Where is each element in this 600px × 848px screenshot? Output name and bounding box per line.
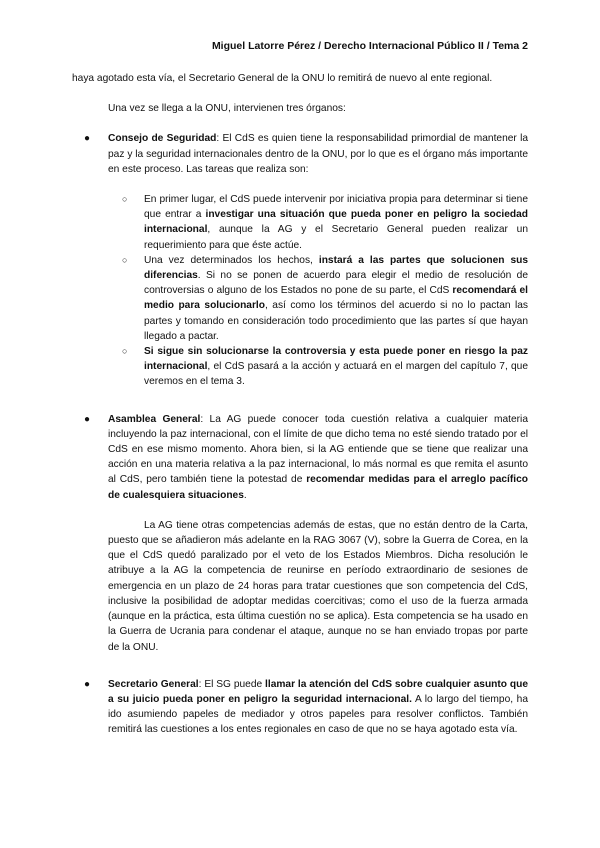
paragraph-continuation: haya agotado esta vía, el Secretario General de la ONU lo remitirá de nuevo al ente regional. — [72, 73, 493, 84]
text-segment: . Si no se ponen de acuerdo para elegir el medio de resolución de controversias o alguno de los Estados no pone de su parte, el CdS — [144, 270, 528, 297]
consejo-item-3 — [72, 344, 528, 390]
section-consejo — [72, 131, 528, 177]
asamblea-extra — [72, 518, 528, 655]
section-secretario — [72, 677, 528, 738]
secretario-title: Secretario General — [108, 678, 199, 690]
asamblea-extra-paragraph: La AG tiene otras competencias además de estas, que no están dentro de la Carta, puesto que se añadieron más adelante en la RAG 3067 (V), sobre la Guerra de Corea, en la que el CdS quedó paralizado por el veto de los Estados Miembros. Dicha resolución le atribuye a la AG la competencia de reunirse en período extraordinario de sesiones de emergencia en un plazo de 24 horas para tratar cuestiones que son competencia del CdS, inclusive la posibilidad de adoptar medidas coercitivas; como el uso de la fuerza armada (aunque en la práctica, esta última cuestión no se aplica). Esta competencia se ha usado en la Guerra de Ucrania para condenar el ataque, aunque no se han enviado tropas por parte de la ONU. — [108, 519, 528, 653]
consejo-title: Consejo de Seguridad — [108, 133, 217, 145]
bold-segment: llamar la atención del CdS sobre cualquier asunto que a su juicio pueda poner en peligro la seguridad internacional. — [108, 678, 528, 705]
text-segment: : El SG puede — [198, 678, 266, 690]
consejo-item-1-text — [144, 192, 528, 253]
paragraph-intro: Una vez se llega a la ONU, intervienen tres órganos: — [108, 103, 346, 115]
bullet-icon: ● — [84, 678, 91, 690]
bold-segment: instará a las partes que solucionen sus diferencias — [144, 254, 528, 282]
text-segment: Una vez determinados los hechos, — [144, 254, 319, 266]
bold-segment: investigar una situación que pueda poner en peligro la sociedad internacional — [144, 209, 528, 236]
bold-segment: recomendará el medio para solucionarlo — [144, 285, 529, 312]
text-segment: En primer lugar, el CdS puede intervenir por iniciativa propia para determinar si tiene que entrar a — [144, 194, 528, 221]
consejo-item-3-text — [144, 344, 528, 390]
page-header: Miguel Latorre Pérez / Derecho Internacional Público II / Tema 2 — [211, 40, 528, 52]
circle-bullet-icon: ○ — [122, 346, 128, 357]
bullet-icon: ● — [84, 413, 91, 425]
consejo-text: : El CdS es quien tiene la responsabilidad primordial de mantener la paz y la seguridad internacionales dentro de la ONU, por lo que es el órgano más importante en este proceso. Las tareas que realiza son: — [108, 133, 528, 175]
text-segment: , aunque la AG y el Secretario General pueden realizar un requerimiento para que éste actúe. — [144, 224, 528, 251]
consejo-paragraph — [108, 131, 528, 177]
section-asamblea — [72, 412, 528, 503]
circle-bullet-icon: ○ — [122, 194, 128, 205]
bullet-icon: ● — [84, 133, 91, 145]
circle-bullet-icon: ○ — [122, 254, 128, 265]
consejo-item-2-text — [144, 253, 528, 344]
text-segment: , el CdS pasará a la acción y actuará en el margen del capítulo 7, que veremos en el tema 3. — [144, 361, 528, 388]
bold-segment: Si sigue sin solucionarse la controversia y esta puede poner en riesgo la paz internacional — [144, 346, 528, 373]
document-body — [72, 71, 528, 738]
consejo-item-2 — [72, 253, 528, 344]
text-segment: . — [243, 489, 247, 501]
asamblea-title: Asamblea General — [108, 413, 201, 425]
secretario-paragraph — [108, 677, 528, 738]
text-segment: A lo largo del tiempo, ha ido asumiendo papeles de mediador y otros papeles para resolver conflictos. También remitirá las cuestiones a los entes regionales en caso de que no se haya agotado esta vía. — [108, 693, 528, 736]
consejo-item-1 — [72, 192, 528, 253]
asamblea-paragraph — [108, 412, 528, 503]
bold-segment: recomendar medidas para el arreglo pacífico de cualesquiera situaciones — [108, 474, 528, 501]
asamblea-text: : La AG puede conocer toda cuestión relativa a cualquier materia incluyendo la paz internacional, con el límite de que dicho tema no esté siendo tratado por el CdS en ese mismo momento. Ahora bien, si la AG entiende que se tiene que realizar una acción en una materia relativa a la paz internacional, lo más normal es que remita el asunto al CdS, pero también tiene la potestad de — [108, 413, 528, 486]
text-segment: , así como los términos del acuerdo si no lo pactan las partes y tomando en consideración todo procedimiento que las partes sí que hayan llegado a pactar. — [144, 300, 529, 342]
